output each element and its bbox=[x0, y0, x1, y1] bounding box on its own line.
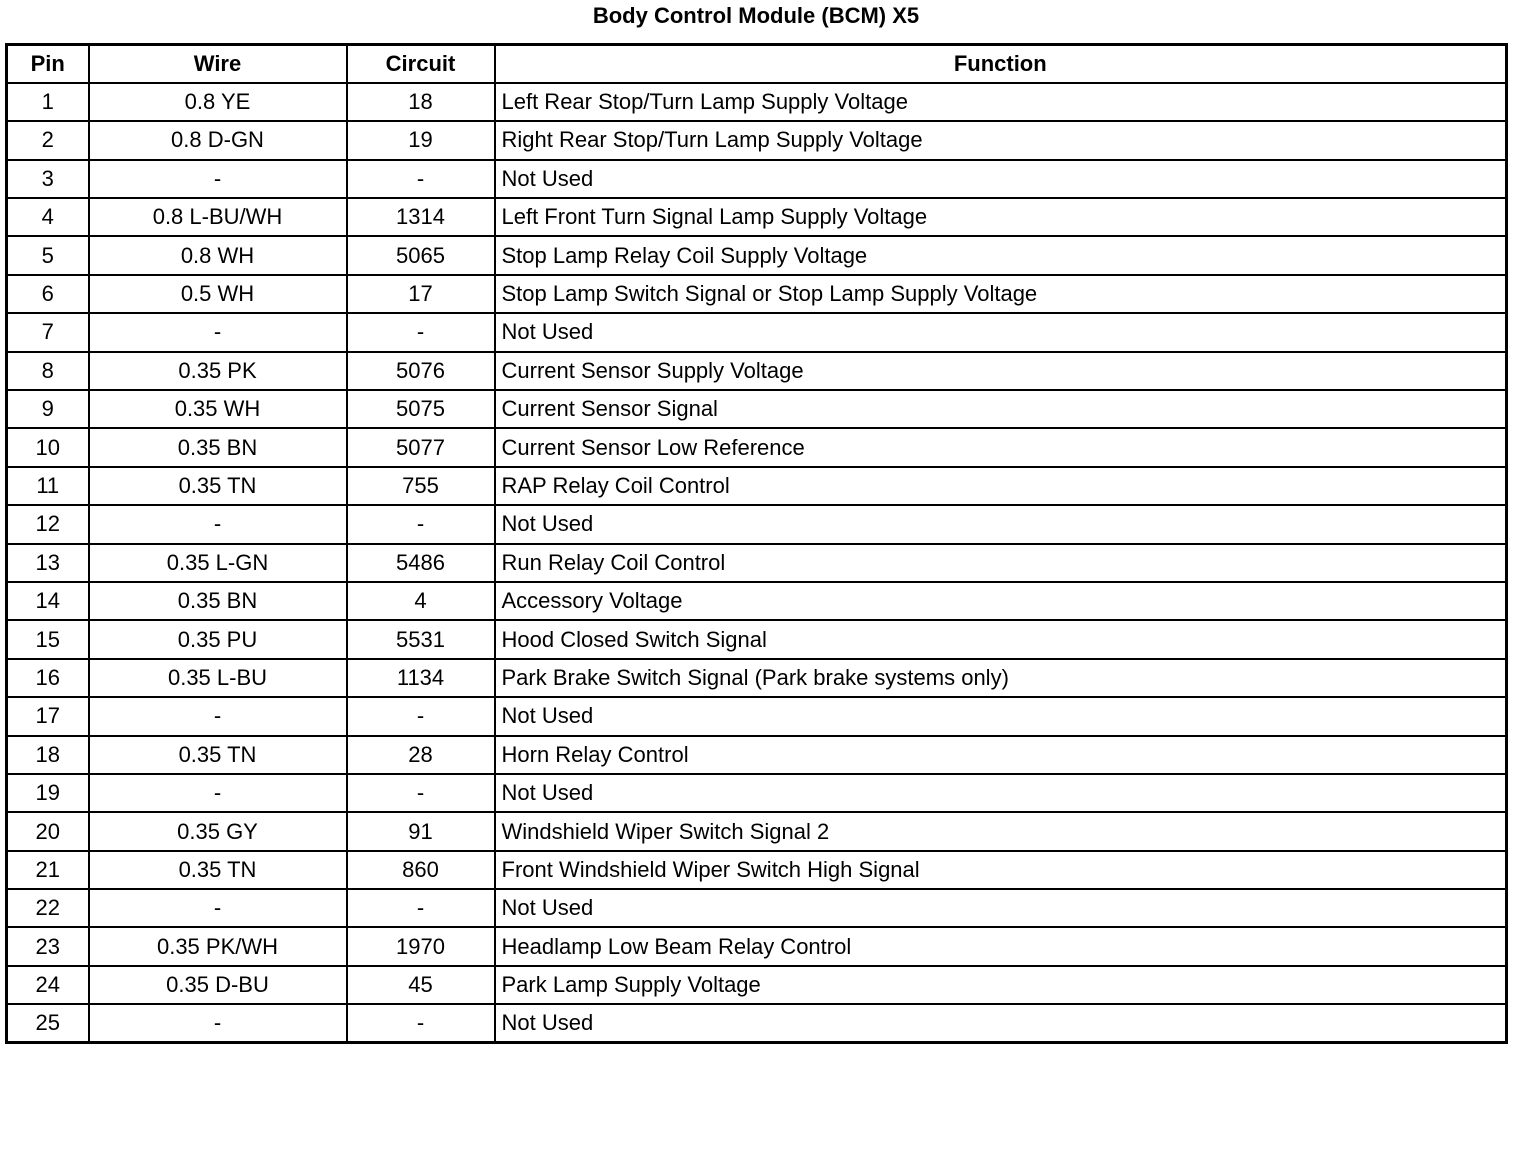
cell-pin: 24 bbox=[7, 966, 89, 1004]
cell-pin: 8 bbox=[7, 352, 89, 390]
cell-function: Run Relay Coil Control bbox=[495, 544, 1507, 582]
header-function: Function bbox=[495, 45, 1507, 83]
cell-function: Not Used bbox=[495, 697, 1507, 735]
cell-wire: - bbox=[89, 697, 347, 735]
cell-circuit: 1314 bbox=[347, 198, 495, 236]
cell-circuit: 5065 bbox=[347, 236, 495, 274]
cell-pin: 17 bbox=[7, 697, 89, 735]
table-row bbox=[7, 736, 1507, 774]
table-row bbox=[7, 966, 1507, 1004]
cell-wire: 0.35 PU bbox=[89, 620, 347, 658]
cell-circuit: 17 bbox=[347, 275, 495, 313]
cell-pin: 19 bbox=[7, 774, 89, 812]
cell-pin: 1 bbox=[7, 83, 89, 121]
cell-function: Not Used bbox=[495, 889, 1507, 927]
cell-circuit: 5075 bbox=[347, 390, 495, 428]
cell-pin: 2 bbox=[7, 121, 89, 159]
cell-pin: 22 bbox=[7, 889, 89, 927]
cell-circuit: - bbox=[347, 889, 495, 927]
cell-circuit: 1970 bbox=[347, 927, 495, 965]
cell-wire: 0.35 GY bbox=[89, 812, 347, 850]
table-row bbox=[7, 121, 1507, 159]
cell-function: Not Used bbox=[495, 1004, 1507, 1042]
cell-wire: 0.35 PK/WH bbox=[89, 927, 347, 965]
table-row bbox=[7, 275, 1507, 313]
table-row bbox=[7, 927, 1507, 965]
cell-circuit: 4 bbox=[347, 582, 495, 620]
cell-function: Windshield Wiper Switch Signal 2 bbox=[495, 812, 1507, 850]
table-row bbox=[7, 774, 1507, 812]
table-row bbox=[7, 236, 1507, 274]
cell-function: Not Used bbox=[495, 505, 1507, 543]
cell-circuit: 91 bbox=[347, 812, 495, 850]
cell-circuit: 860 bbox=[347, 851, 495, 889]
cell-circuit: 5531 bbox=[347, 620, 495, 658]
cell-function: Left Rear Stop/Turn Lamp Supply Voltage bbox=[495, 83, 1507, 121]
cell-wire: 0.35 BN bbox=[89, 428, 347, 466]
cell-wire: 0.35 BN bbox=[89, 582, 347, 620]
cell-circuit: - bbox=[347, 505, 495, 543]
header-wire: Wire bbox=[89, 45, 347, 83]
cell-wire: 0.8 YE bbox=[89, 83, 347, 121]
cell-function: Left Front Turn Signal Lamp Supply Voltage bbox=[495, 198, 1507, 236]
cell-pin: 4 bbox=[7, 198, 89, 236]
table-row bbox=[7, 428, 1507, 466]
cell-circuit: 5486 bbox=[347, 544, 495, 582]
cell-wire: 0.35 L-BU bbox=[89, 659, 347, 697]
cell-function: Hood Closed Switch Signal bbox=[495, 620, 1507, 658]
cell-wire: - bbox=[89, 1004, 347, 1042]
cell-function: Current Sensor Signal bbox=[495, 390, 1507, 428]
header-row bbox=[7, 45, 1507, 83]
cell-wire: 0.35 D-BU bbox=[89, 966, 347, 1004]
cell-circuit: 5076 bbox=[347, 352, 495, 390]
cell-wire: - bbox=[89, 160, 347, 198]
cell-pin: 16 bbox=[7, 659, 89, 697]
cell-circuit: - bbox=[347, 160, 495, 198]
cell-function: Current Sensor Low Reference bbox=[495, 428, 1507, 466]
cell-pin: 3 bbox=[7, 160, 89, 198]
table-row bbox=[7, 352, 1507, 390]
cell-pin: 12 bbox=[7, 505, 89, 543]
table-row bbox=[7, 1004, 1507, 1042]
cell-function: RAP Relay Coil Control bbox=[495, 467, 1507, 505]
header-circuit: Circuit bbox=[347, 45, 495, 83]
table-row bbox=[7, 467, 1507, 505]
cell-wire: 0.8 WH bbox=[89, 236, 347, 274]
cell-wire: 0.35 PK bbox=[89, 352, 347, 390]
cell-wire: 0.5 WH bbox=[89, 275, 347, 313]
cell-circuit: 19 bbox=[347, 121, 495, 159]
cell-pin: 23 bbox=[7, 927, 89, 965]
cell-wire: 0.35 WH bbox=[89, 390, 347, 428]
cell-circuit: - bbox=[347, 774, 495, 812]
cell-pin: 14 bbox=[7, 582, 89, 620]
cell-wire: 0.35 L-GN bbox=[89, 544, 347, 582]
cell-function: Right Rear Stop/Turn Lamp Supply Voltage bbox=[495, 121, 1507, 159]
cell-function: Current Sensor Supply Voltage bbox=[495, 352, 1507, 390]
cell-wire: 0.35 TN bbox=[89, 467, 347, 505]
table-row bbox=[7, 505, 1507, 543]
cell-pin: 11 bbox=[7, 467, 89, 505]
cell-pin: 6 bbox=[7, 275, 89, 313]
cell-circuit: - bbox=[347, 697, 495, 735]
table-row bbox=[7, 851, 1507, 889]
table-row bbox=[7, 697, 1507, 735]
cell-function: Not Used bbox=[495, 313, 1507, 351]
cell-circuit: 1134 bbox=[347, 659, 495, 697]
cell-wire: 0.8 L-BU/WH bbox=[89, 198, 347, 236]
header-pin: Pin bbox=[7, 45, 89, 83]
cell-pin: 7 bbox=[7, 313, 89, 351]
cell-wire: 0.35 TN bbox=[89, 851, 347, 889]
page-title: Body Control Module (BCM) X5 bbox=[592, 3, 920, 28]
cell-wire: - bbox=[89, 505, 347, 543]
cell-wire: - bbox=[89, 889, 347, 927]
cell-pin: 9 bbox=[7, 390, 89, 428]
table-row bbox=[7, 160, 1507, 198]
table-row bbox=[7, 659, 1507, 697]
cell-circuit: 18 bbox=[347, 83, 495, 121]
cell-circuit: 755 bbox=[347, 467, 495, 505]
table-row bbox=[7, 889, 1507, 927]
cell-pin: 15 bbox=[7, 620, 89, 658]
cell-pin: 18 bbox=[7, 736, 89, 774]
cell-function: Park Lamp Supply Voltage bbox=[495, 966, 1507, 1004]
table-row bbox=[7, 83, 1507, 121]
cell-wire: 0.8 D-GN bbox=[89, 121, 347, 159]
table-row bbox=[7, 390, 1507, 428]
cell-wire: - bbox=[89, 313, 347, 351]
table-row bbox=[7, 313, 1507, 351]
cell-pin: 13 bbox=[7, 544, 89, 582]
cell-function: Headlamp Low Beam Relay Control bbox=[495, 927, 1507, 965]
cell-function: Accessory Voltage bbox=[495, 582, 1507, 620]
cell-circuit: 28 bbox=[347, 736, 495, 774]
cell-pin: 20 bbox=[7, 812, 89, 850]
pinout-table bbox=[5, 43, 1508, 1044]
cell-circuit: 45 bbox=[347, 966, 495, 1004]
cell-pin: 21 bbox=[7, 851, 89, 889]
cell-function: Park Brake Switch Signal (Park brake systems only) bbox=[495, 659, 1507, 697]
cell-function: Horn Relay Control bbox=[495, 736, 1507, 774]
cell-function: Not Used bbox=[495, 160, 1507, 198]
cell-wire: 0.35 TN bbox=[89, 736, 347, 774]
cell-pin: 10 bbox=[7, 428, 89, 466]
cell-circuit: 5077 bbox=[347, 428, 495, 466]
cell-pin: 5 bbox=[7, 236, 89, 274]
table-row bbox=[7, 620, 1507, 658]
table-body bbox=[7, 83, 1507, 1043]
cell-circuit: - bbox=[347, 1004, 495, 1042]
cell-function: Front Windshield Wiper Switch High Signal bbox=[495, 851, 1507, 889]
cell-pin: 25 bbox=[7, 1004, 89, 1042]
table-row bbox=[7, 544, 1507, 582]
table-row bbox=[7, 812, 1507, 850]
cell-wire: - bbox=[89, 774, 347, 812]
table-row bbox=[7, 582, 1507, 620]
cell-circuit: - bbox=[347, 313, 495, 351]
table-row bbox=[7, 198, 1507, 236]
cell-function: Stop Lamp Relay Coil Supply Voltage bbox=[495, 236, 1507, 274]
cell-function: Not Used bbox=[495, 774, 1507, 812]
cell-function: Stop Lamp Switch Signal or Stop Lamp Supply Voltage bbox=[495, 275, 1507, 313]
